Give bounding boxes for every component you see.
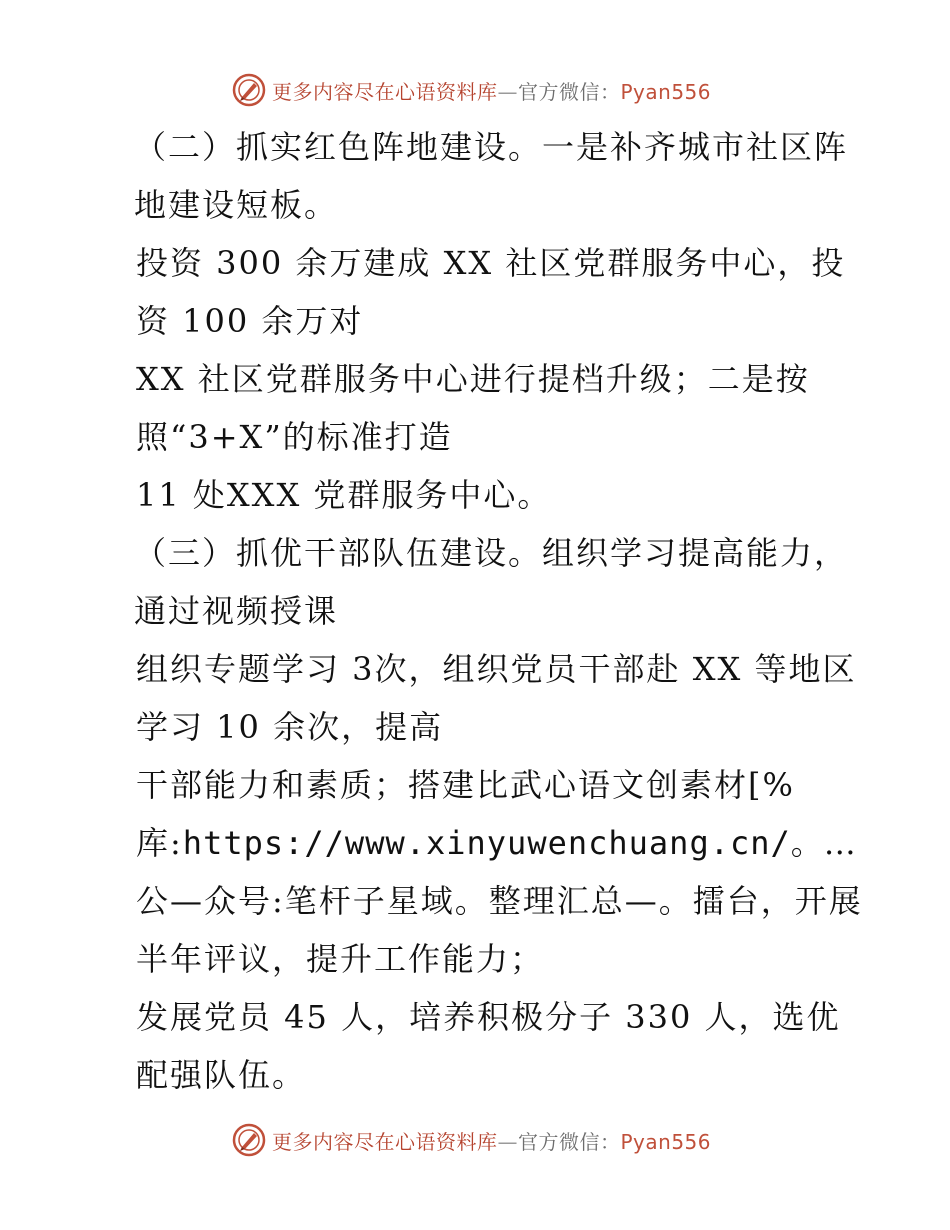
paragraph-party-members: 发展党员 45 人，培养积极分子 330 人，选优配强队伍。 (136, 998, 841, 1094)
watermark-separator: — (497, 79, 518, 104)
capability-text-continued: …公—众号:笔杆子星域。整理汇总—。擂台，开展半年评议，提升工作能力； (136, 824, 863, 978)
header-watermark (232, 70, 752, 110)
watermark-main-text: 更多内容尽在心语资料库 (272, 79, 498, 104)
watermark-wechat-id: Pyan556 (620, 79, 712, 104)
paragraph-section-two-heading: （二）抓实红色阵地建设。一是补齐城市社区阵地建设短板。 (134, 128, 849, 224)
paragraph-service-centers: 11 处XXX 党群服务中心。 (136, 476, 552, 514)
watermark-label: 官方微信： (518, 79, 621, 104)
website-link[interactable]: https://www.xinyuwenchuang.cn/。 (182, 824, 824, 862)
paragraph-section-three-heading: （三）抓优干部队伍建设。组织学习提高能力，通过视频授课 (134, 534, 849, 630)
pen-logo-icon (232, 1123, 266, 1157)
watermark-separator: — (497, 1129, 518, 1154)
paragraph-capability (98, 756, 868, 988)
pen-logo-icon (232, 73, 266, 107)
paragraph-investment: 投资 300 余万建成 XX 社区党群服务中心，投资 100 余万对 (136, 244, 846, 340)
document-body (98, 118, 868, 1104)
paragraph-upgrade: XX 社区党群服务中心进行提档升级；二是按照“3+X”的标准打造 (136, 360, 810, 456)
footer-watermark (232, 1120, 752, 1160)
watermark-label: 官方微信： (518, 1129, 621, 1154)
paragraph-study-sessions: 组织专题学习 3次，组织党员干部赴 XX 等地区学习 10 余次，提高 (136, 650, 857, 746)
watermark-main-text: 更多内容尽在心语资料库 (272, 1129, 498, 1154)
capability-text: 干部能力和素质；搭建比武心语文创素材[%库: (136, 766, 795, 862)
watermark-wechat-id: Pyan556 (620, 1129, 712, 1154)
